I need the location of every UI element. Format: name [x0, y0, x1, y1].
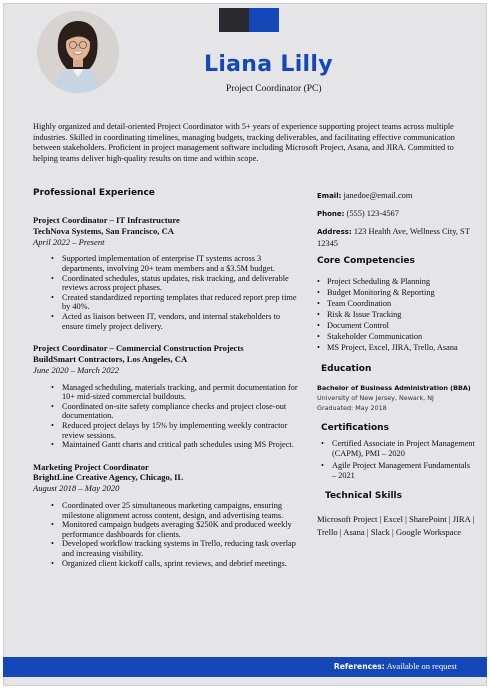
contact-block: [317, 190, 475, 250]
competency-item: • Stakeholder Communication: [317, 331, 475, 342]
technical-skills-text: Microsoft Project | Excel | SharePoint | JIRA | Trello | Asana | Slack | Google Workspace: [317, 514, 475, 537]
job-dates: April 2022 – Present: [33, 236, 105, 247]
contact-address: [317, 226, 475, 250]
experience-section: [33, 188, 303, 568]
job-dates: August 2018 – May 2020: [33, 483, 120, 494]
phone-value: (555) 123-4567: [346, 209, 399, 218]
portrait-image: [37, 11, 119, 93]
references-line: [334, 661, 457, 671]
profile-photo: [37, 11, 119, 93]
job-bullets: [51, 501, 303, 568]
competency-item: • Risk & Issue Tracking: [317, 309, 475, 320]
technical-skills-heading: Technical Skills: [325, 491, 402, 502]
job-bullet: • Coordinated on-site safety compliance checks and project close-out documentation.: [51, 402, 303, 421]
job-title: Project Coordinator – IT Infrastructure: [33, 215, 180, 225]
job-bullet: • Maintained Gantt charts and critical path schedules using MS Project.: [51, 440, 303, 450]
job-entry: [33, 215, 303, 331]
email-label: Email:: [317, 192, 342, 200]
job-bullets: [51, 254, 303, 331]
job-entry: [33, 462, 303, 569]
references-value: Available on request: [386, 661, 457, 671]
sidebar-column: [317, 190, 475, 538]
profile-summary: Highly organized and detail-oriented Project Coordinator with 5+ years of experience supporting project teams across multiple industries. Skilled in coordinating timelines, managing budgets, tracking deliverables, and facilitating effective communication between stakeholders. Proficient in project management software including Microsoft Project, Asana, and JIRA. Committed to helping teams deliver high-quality results on time and within scope.: [33, 122, 455, 163]
competency-item: • Budget Monitoring & Reporting: [317, 287, 475, 298]
phone-label: Phone:: [317, 210, 345, 218]
candidate-name: Liana Lilly: [204, 52, 333, 77]
competencies-heading: Core Competencies: [317, 256, 415, 266]
job-title: Marketing Project Coordinator: [33, 461, 149, 472]
decorative-blue-block: [249, 8, 279, 32]
education-entry: [317, 383, 475, 413]
contact-phone: [317, 208, 475, 220]
job-bullets: [51, 383, 303, 450]
address-value: 123 Health Ave, Wellness City, ST 12345: [317, 227, 470, 248]
address-label: Address:: [317, 228, 352, 236]
competencies-list: [317, 276, 475, 353]
job-company: BrightLine Creative Agency, Chicago, IL: [33, 472, 184, 483]
certifications-list: [321, 439, 475, 481]
resume-page: [3, 3, 487, 686]
email-value: janedoe@email.com: [343, 191, 413, 200]
certifications-heading: Certifications: [321, 423, 389, 433]
competency-item: • Team Coordination: [317, 298, 475, 309]
job-entry: [33, 343, 303, 450]
contact-email: [317, 190, 475, 202]
education-heading: Education: [321, 364, 372, 374]
job-bullet: • Reduced project delays by 15% by implementing weekly contractor review sessions.: [51, 421, 303, 440]
job-dates: June 2020 – March 2022: [33, 364, 120, 375]
job-bullet: • Coordinated over 25 simultaneous marketing campaigns, ensuring milestone alignment across content, design, and advertising teams.: [51, 501, 303, 520]
job-title: Project Coordinator – Commercial Construction Projects: [33, 343, 244, 354]
competency-item: • MS Project, Excel, JIRA, Trello, Asana: [317, 342, 475, 353]
job-bullet: • Developed workflow tracking systems in Trello, reducing task overlap and increasing visibility.: [51, 539, 303, 558]
job-company: BuildSmart Contractors, Los Angeles, CA: [33, 353, 188, 364]
experience-heading: Professional Experience: [33, 188, 155, 198]
competency-item: • Project Scheduling & Planning: [317, 276, 475, 287]
job-bullet: • Coordinated schedules, status updates, risk tracking, and deliverable reviews across project phases.: [51, 274, 303, 293]
job-company: TechNova Systems, San Francisco, CA: [33, 225, 175, 236]
job-bullet: • Organized client kickoff calls, sprint reviews, and debrief meetings.: [51, 559, 303, 569]
job-bullet: • Monitored campaign budgets averaging $250K and produced weekly performance dashboards for clients.: [51, 520, 303, 539]
job-bullet: • Managed scheduling, materials tracking, and permit documentation for 10+ mid-sized commercial buildouts.: [51, 383, 303, 402]
education-degree: Bachelor of Business Administration (BBA): [317, 384, 471, 392]
education-graduated: Graduated: May 2018: [317, 404, 387, 412]
candidate-role: Project Coordinator (PC): [226, 84, 322, 94]
education-school: University of New Jersey, Newark, NJ: [317, 394, 434, 402]
job-bullet: • Supported implementation of enterprise IT systems across 3 departments, involving 20+ team members and a $3.5M budget.: [51, 254, 303, 273]
certification-item: • Agile Project Management Fundamentals – 2021: [321, 461, 475, 482]
decorative-dark-block: [219, 8, 249, 32]
job-bullet: • Created standardized reporting templates that reduced report prep time by 40%.: [51, 293, 303, 312]
competency-item: • Document Control: [317, 320, 475, 331]
references-label: References:: [333, 662, 385, 671]
references-footer: [3, 657, 487, 677]
job-bullet: • Acted as liaison between IT, vendors, and internal stakeholders to ensure timely project delivery.: [51, 312, 303, 331]
certification-item: • Certified Associate in Project Management (CAPM), PMI – 2020: [321, 439, 475, 460]
